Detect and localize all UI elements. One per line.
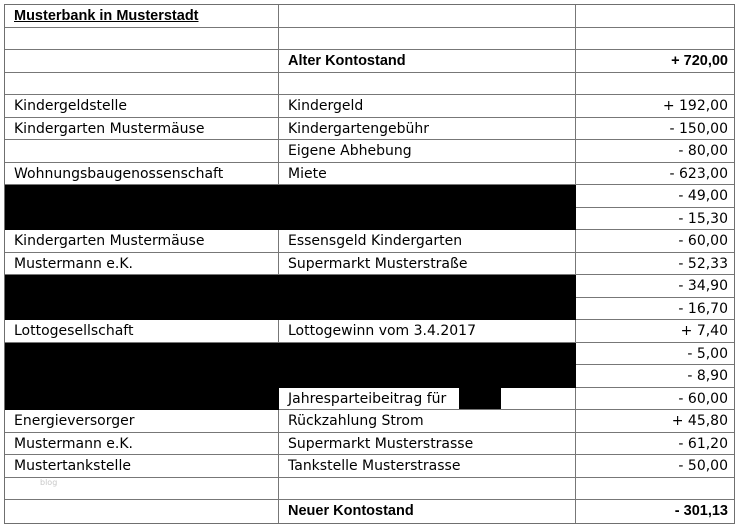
empty-cell <box>279 5 576 28</box>
amount-cell: - 34,90 <box>576 275 734 298</box>
payee-cell: Mustertankstelle <box>5 455 279 478</box>
old-balance-value: + 720,00 <box>576 50 734 73</box>
amount-cell: - 8,90 <box>576 365 734 388</box>
old-balance-row <box>5 50 734 73</box>
inline-redaction <box>459 388 501 409</box>
payee-cell: Kindergarten Mustermäuse <box>5 118 279 141</box>
transaction-row <box>5 118 734 141</box>
empty-cell <box>5 28 279 51</box>
empty-cell <box>5 500 279 523</box>
redaction-block <box>5 343 576 388</box>
amount-cell: - 50,00 <box>576 455 734 478</box>
spacer-row <box>5 28 734 51</box>
amount-cell: - 150,00 <box>576 118 734 141</box>
redaction-block <box>5 275 576 320</box>
payee-cell: Lottogesellschaft <box>5 320 279 343</box>
empty-cell <box>279 478 576 501</box>
amount-cell: - 15,30 <box>576 208 734 231</box>
amount-cell: + 192,00 <box>576 95 734 118</box>
purpose-cell: Lottogewinn vom 3.4.2017 <box>279 320 576 343</box>
purpose-cell: Kindergeld <box>279 95 576 118</box>
spacer-row <box>5 478 734 501</box>
purpose-text: Jahresparteibeitrag für <box>288 390 447 407</box>
empty-cell <box>5 73 279 96</box>
empty-cell <box>5 50 279 73</box>
redaction-block <box>5 185 576 230</box>
purpose-cell: Supermarkt Musterstrasse <box>279 433 576 456</box>
transaction-row <box>5 95 734 118</box>
transaction-row <box>5 253 734 276</box>
redaction-block <box>5 388 279 411</box>
purpose-cell: Eigene Abhebung <box>279 140 576 163</box>
purpose-cell: Rückzahlung Strom <box>279 410 576 433</box>
empty-cell <box>279 28 576 51</box>
amount-cell: - 80,00 <box>576 140 734 163</box>
empty-cell <box>576 73 734 96</box>
amount-cell: - 5,00 <box>576 343 734 366</box>
purpose-cell: Kindergartengebühr <box>279 118 576 141</box>
purpose-cell: Supermarkt Musterstraße <box>279 253 576 276</box>
old-balance-label: Alter Kontostand <box>279 50 576 73</box>
payee-cell: Mustermann e.K. <box>5 253 279 276</box>
amount-cell: - 16,70 <box>576 298 734 321</box>
amount-cell: + 45,80 <box>576 410 734 433</box>
transaction-row <box>5 230 734 253</box>
amount-cell: - 61,20 <box>576 433 734 456</box>
payee-cell <box>5 140 279 163</box>
purpose-cell: Miete <box>279 163 576 186</box>
header-row <box>5 5 734 28</box>
payee-cell: Mustermann e.K. <box>5 433 279 456</box>
transaction-row <box>5 433 734 456</box>
amount-cell: - 60,00 <box>576 388 734 411</box>
watermark-text: blog <box>40 478 58 487</box>
empty-cell <box>576 28 734 51</box>
amount-cell: - 623,00 <box>576 163 734 186</box>
payee-cell: Kindergeldstelle <box>5 95 279 118</box>
transaction-row <box>5 320 734 343</box>
transaction-row <box>5 140 734 163</box>
new-balance-value: - 301,13 <box>674 503 728 519</box>
purpose-cell: Essensgeld Kindergarten <box>279 230 576 253</box>
bank-name: Musterbank in Musterstadt <box>5 5 279 28</box>
spacer-row <box>5 73 734 96</box>
new-balance-row <box>5 500 734 523</box>
empty-cell <box>279 73 576 96</box>
transaction-row <box>5 410 734 433</box>
payee-cell: Wohnungsbaugenossenschaft <box>5 163 279 186</box>
amount-cell: - 49,00 <box>576 185 734 208</box>
transaction-row <box>5 455 734 478</box>
amount-cell: - 52,33 <box>576 253 734 276</box>
transaction-row <box>5 163 734 186</box>
amount-cell: - 60,00 <box>576 230 734 253</box>
empty-cell <box>576 478 734 501</box>
amount-cell: + 7,40 <box>576 320 734 343</box>
empty-cell <box>576 5 734 28</box>
purpose-cell <box>279 388 576 411</box>
payee-cell: Kindergarten Mustermäuse <box>5 230 279 253</box>
purpose-cell: Tankstelle Musterstrasse <box>279 455 576 478</box>
new-balance-label: Neuer Kontostand <box>279 500 576 523</box>
payee-cell: Energieversorger <box>5 410 279 433</box>
